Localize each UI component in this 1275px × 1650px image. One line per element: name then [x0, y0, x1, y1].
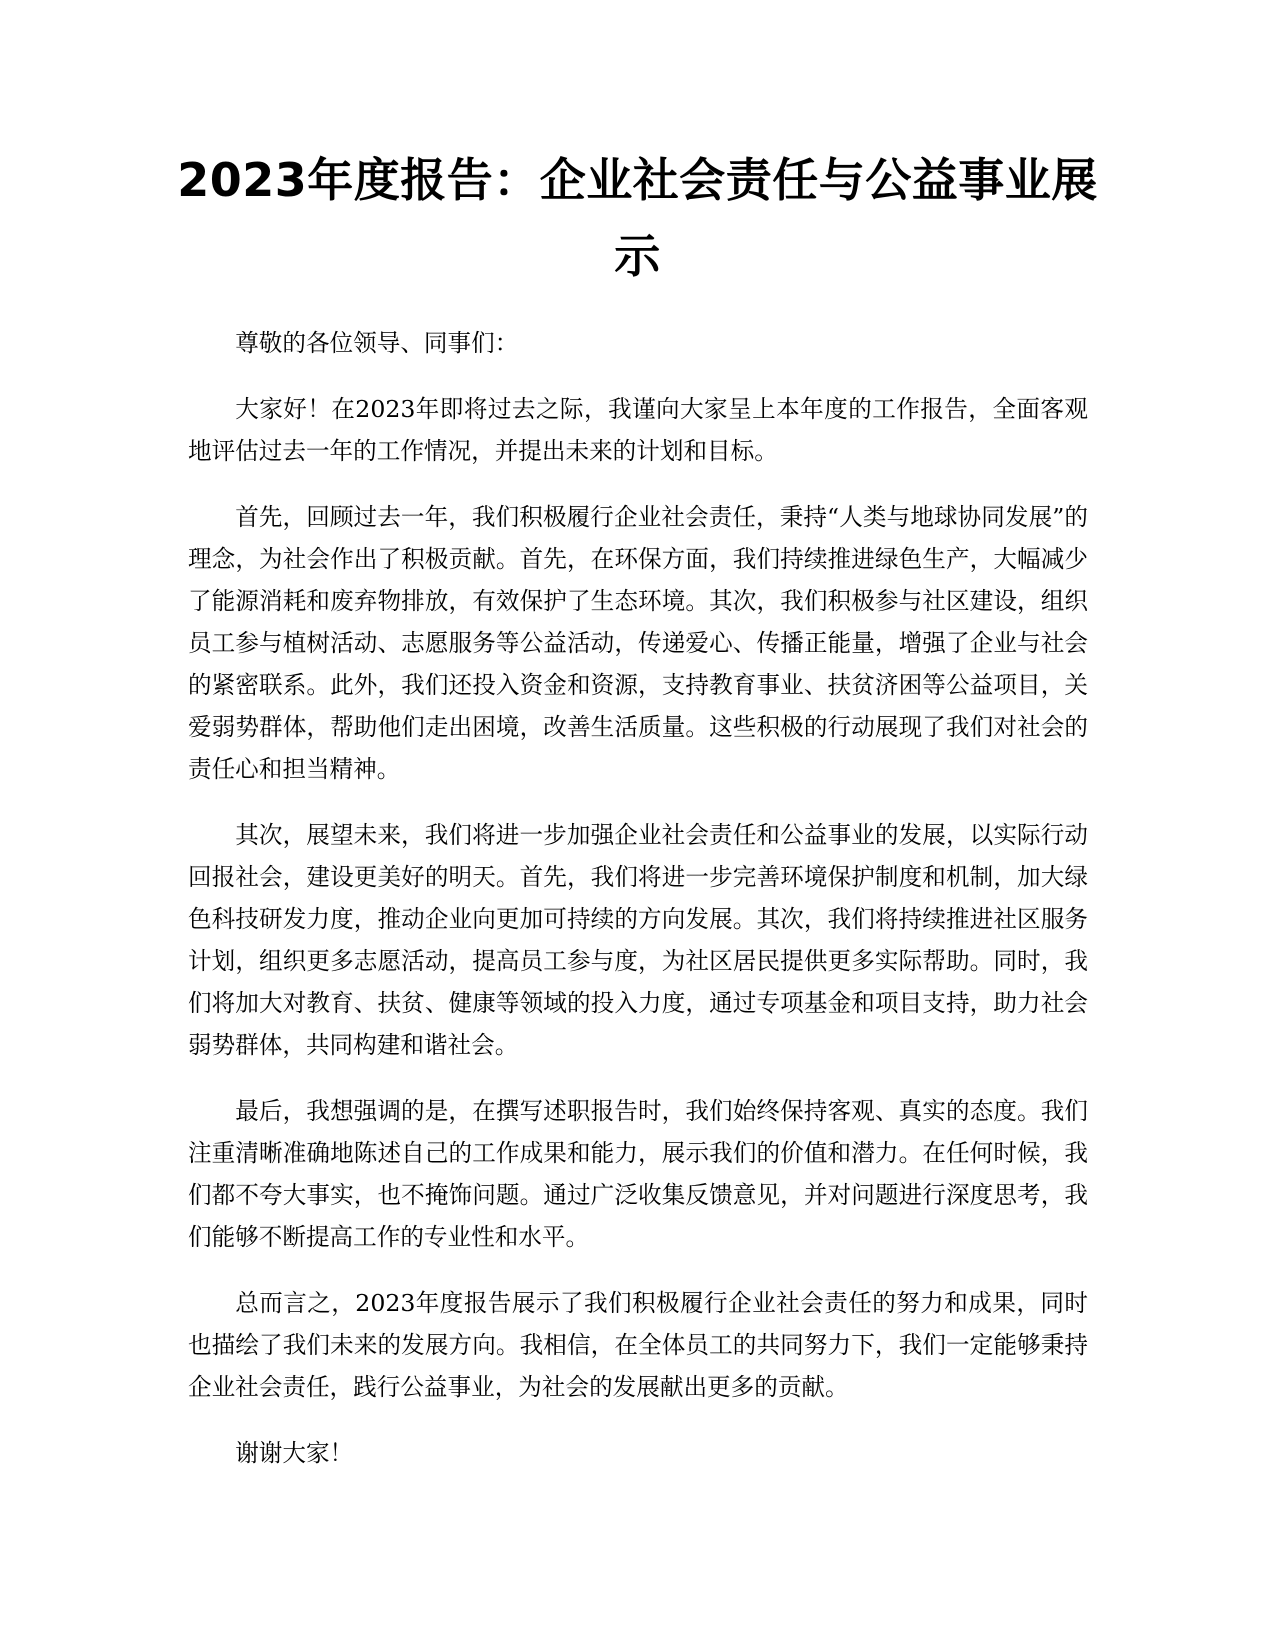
- outlook-paragraph: 其次，展望未来，我们将进一步加强企业社会责任和公益事业的发展，以实际行动回报社会，建设更美好的明天。首先，我们将进一步完善环境保护制度和机制，加大绿色科技研发力度，推动企业向更加可持续的方向发展。其次，我们将持续推进社区服务计划，组织更多志愿活动，提高员工参与度，为社区居民提供更多实际帮助。同时，我们将加大对教育、扶贫、健康等领域的投入力度，通过专项基金和项目支持，助力社会弱势群体，共同构建和谐社会。: [188, 821, 1088, 1059]
- document-title: 2023年度报告：企业社会责任与公益事业展示: [177, 153, 1098, 283]
- review-paragraph: 首先，回顾过去一年，我们积极履行企业社会责任，秉持“人类与地球协同发展”的理念，为社会作出了积极贡献。首先，在环保方面，我们持续推进绿色生产，大幅减少了能源消耗和废弃物排放，有效保护了生态环境。其次，我们积极参与社区建设，组织员工参与植树活动、志愿服务等公益活动，传递爱心、传播正能量，增强了企业与社会的紧密联系。此外，我们还投入资金和资源，支持教育事业、扶贫济困等公益项目，关爱弱势群体，帮助他们走出困境，改善生活质量。这些积极的行动展现了我们对社会的责任心和担当精神。: [188, 503, 1088, 783]
- attitude-paragraph: 最后，我想强调的是，在撰写述职报告时，我们始终保持客观、真实的态度。我们注重清晰准确地陈述自己的工作成果和能力，展示我们的价值和潜力。在任何时候，我们都不夸大事实，也不掩饰问题。通过广泛收集反馈意见，并对问题进行深度思考，我们能够不断提高工作的专业性和水平。: [188, 1097, 1088, 1251]
- document-body: [188, 322, 1088, 1498]
- closing-paragraph: 谢谢大家！: [235, 1439, 354, 1467]
- intro-paragraph: 大家好！在2023年即将过去之际，我谨向大家呈上本年度的工作报告，全面客观地评估过去一年的工作情况，并提出未来的计划和目标。: [188, 395, 1088, 465]
- greeting-paragraph: 尊敬的各位领导、同事们：: [235, 329, 519, 357]
- summary-paragraph: 总而言之，2023年度报告展示了我们积极履行企业社会责任的努力和成果，同时也描绘了我们未来的发展方向。我相信，在全体员工的共同努力下，我们一定能够秉持企业社会责任，践行公益事业，为社会的发展献出更多的贡献。: [188, 1289, 1088, 1401]
